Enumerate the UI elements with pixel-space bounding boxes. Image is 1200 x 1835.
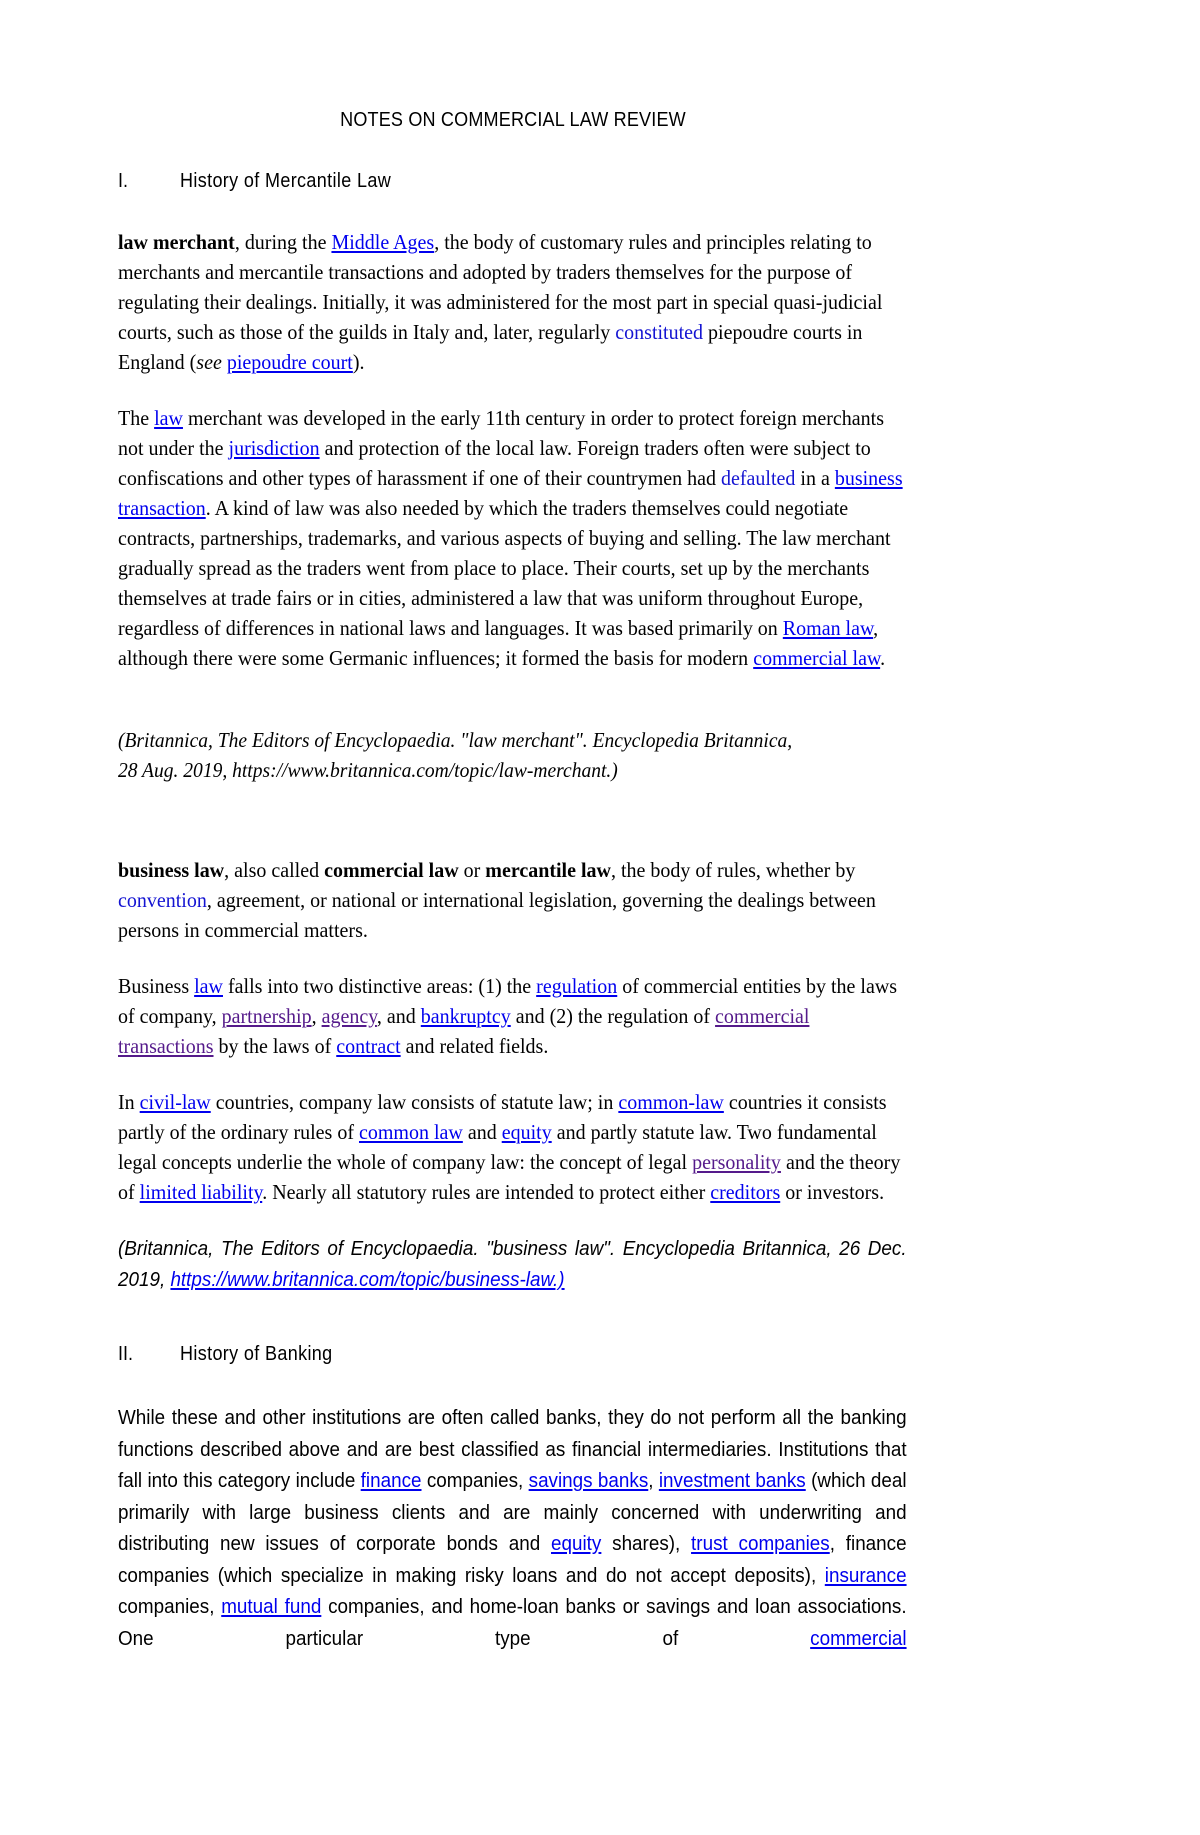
document-title: NOTES ON COMMERCIAL LAW REVIEW xyxy=(340,108,686,131)
link-investment-banks[interactable]: investment banks xyxy=(658,1469,806,1492)
text-run: and related fields. xyxy=(400,1034,549,1058)
text-run: in a xyxy=(795,466,835,490)
section-title-2: History of Banking xyxy=(180,1343,333,1365)
paragraph-banking xyxy=(118,1402,907,1654)
link-roman-law[interactable]: Roman law xyxy=(782,616,874,640)
document-body xyxy=(118,108,908,1654)
link-finance[interactable]: finance xyxy=(360,1469,422,1492)
link-regulation[interactable]: regulation xyxy=(536,974,618,998)
link-convention[interactable]: convention xyxy=(118,888,207,912)
term-business-law: business law xyxy=(118,858,225,882)
text-run: , also called xyxy=(224,858,325,882)
text-run: shares), xyxy=(601,1532,692,1555)
text-run: merchant was developed in the early 11th century in order to protect foreign merchants not under the xyxy=(118,406,885,460)
text-run: falls into two distinctive areas: (1) the xyxy=(222,974,537,998)
text-run: by the laws of xyxy=(213,1034,337,1058)
link-trust-companies[interactable]: trust companies xyxy=(691,1532,830,1555)
text-run: , xyxy=(311,1004,322,1028)
text-run: of commercial entities by the laws of company, xyxy=(118,974,898,1028)
text-run: piepoudre courts in England ( xyxy=(118,320,863,374)
citation-line-1: (Britannica, The Editors of Encyclopaedia. "law merchant". Encyclopedia Britannica, xyxy=(118,728,793,752)
text-run: or xyxy=(458,858,486,882)
link-common-law-hyphen[interactable]: common-law xyxy=(618,1090,724,1114)
text-run: companies, xyxy=(118,1595,222,1618)
link-equity[interactable]: equity xyxy=(501,1120,552,1144)
link-civil-law[interactable]: civil-law xyxy=(139,1090,211,1114)
paragraph-business-areas xyxy=(118,971,904,1061)
link-defaulted[interactable]: defaulted xyxy=(721,466,796,490)
text-run: (Britannica, The Editors of Encyclopaedia. "business law". Encyclopedia Britannica, 26 Dec. 2019, xyxy=(118,1237,907,1291)
text-run: . Nearly all statutory rules are intended to protect either xyxy=(262,1180,711,1204)
link-savings-banks[interactable]: savings banks xyxy=(528,1469,649,1492)
citation-business-law xyxy=(118,1233,907,1295)
section-heading-1 xyxy=(118,170,908,193)
text-run: and partly statute law. Two fundamental legal concepts underlie the whole of company law: the concept of legal xyxy=(118,1120,877,1174)
citation-law-merchant xyxy=(118,725,904,785)
link-limited-liability[interactable]: limited liability xyxy=(139,1180,263,1204)
section-numeral-1: I. xyxy=(118,170,129,192)
link-bankruptcy[interactable]: bankruptcy xyxy=(420,1004,511,1028)
text-run: countries, company law consists of statute law; in xyxy=(210,1090,619,1114)
link-law[interactable]: law xyxy=(194,974,223,998)
term-law-merchant: law merchant xyxy=(118,230,235,254)
text-run: ). xyxy=(352,350,365,374)
text-run: companies, and home-loan banks or savings and loan associations. One particular type of xyxy=(118,1595,907,1650)
link-commercial-transactions[interactable]: commercial transactions xyxy=(118,1004,810,1058)
section-title-1: History of Mercantile Law xyxy=(180,170,392,192)
text-run: . A kind of law was also needed by which the traders themselves could negotiate contracts, partnerships, trademarks, and various aspects of buying and selling. The law merchant gradually spread as the traders went from place to place. Their courts, set up by the merchants themselves at trade fairs or in cities, administered a law that was uniform throughout Europe, regardless of differences in national laws and languages. It was based primarily on xyxy=(118,496,891,640)
text-run: The xyxy=(118,406,155,430)
link-equity[interactable]: equity xyxy=(551,1532,602,1555)
link-insurance[interactable]: insurance xyxy=(824,1563,907,1587)
link-mutual-fund[interactable]: mutual fund xyxy=(221,1595,322,1618)
link-creditors[interactable]: creditors xyxy=(710,1180,781,1204)
link-law[interactable]: law xyxy=(154,406,183,430)
text-run: In xyxy=(118,1090,140,1114)
text-run: , the body of rules, whether by xyxy=(610,858,856,882)
text-run: Business xyxy=(118,974,195,998)
link-partnership[interactable]: partnership xyxy=(221,1004,312,1028)
link-commercial-law[interactable]: commercial law xyxy=(753,646,881,670)
link-jurisdiction[interactable]: jurisdiction xyxy=(228,436,320,460)
text-see: see xyxy=(196,350,222,374)
paragraph-business-law xyxy=(118,855,904,945)
section-numeral-2: II. xyxy=(118,1343,134,1365)
text-run: companies, xyxy=(421,1469,529,1492)
text-run: , finance companies (which specialize in making risky loans and do not accept deposits), xyxy=(118,1532,907,1587)
text-run: and (2) the regulation of xyxy=(510,1004,716,1028)
link-piepoudre-court[interactable]: piepoudre court xyxy=(226,350,353,374)
text-run: countries it consists partly of the ordinary rules of xyxy=(118,1090,887,1144)
text-run: and protection of the local law. Foreign traders often were subject to confiscations and other types of harassment if one of their countrymen had xyxy=(118,436,871,490)
link-middle-ages[interactable]: Middle Ages xyxy=(331,230,435,254)
text-run: , xyxy=(648,1469,659,1492)
text-run: . xyxy=(880,646,886,670)
paragraph-law-developed xyxy=(118,403,904,673)
text-run: , and xyxy=(376,1004,421,1028)
link-common-law[interactable]: common law xyxy=(358,1120,463,1144)
text-run: While these and other institutions are often called banks, they do not perform all the banking functions described above and are best classified as financial intermediaries. Institutions that fall into this category include xyxy=(118,1406,907,1492)
link-commercial[interactable]: commercial xyxy=(810,1626,907,1650)
text-run: (which deal primarily with large business clients and are mainly concerned with underwriting and distributing new issues of corporate bonds and xyxy=(118,1469,907,1555)
link-business-transaction[interactable]: business transaction xyxy=(118,466,903,520)
text-run: and xyxy=(462,1120,502,1144)
link-constituted[interactable]: constituted xyxy=(615,320,704,344)
text-run: or investors. xyxy=(780,1180,885,1204)
link-contract[interactable]: contract xyxy=(336,1034,401,1058)
paragraph-law-merchant xyxy=(118,227,904,377)
link-britannica-url[interactable]: https://www.britannica.com/topic/business-law.) xyxy=(170,1268,565,1291)
text-run: , agreement, or national or international legislation, governing the dealings between persons in commercial matters. xyxy=(118,888,876,942)
link-personality[interactable]: personality xyxy=(692,1150,781,1174)
text-run: , the body of customary rules and principles relating to merchants and mercantile transactions and adopted by traders themselves for the purpose of regulating their dealings. Initially, it was administered for the most part in special quasi-judicial courts, such as those of the guilds in Italy and, later, regularly xyxy=(118,230,883,344)
term-mercantile-law: mercantile law xyxy=(485,858,611,882)
text-run: , although there were some Germanic influences; it formed the basis for modern xyxy=(118,616,879,670)
link-agency[interactable]: agency xyxy=(321,1004,377,1028)
term-commercial-law: commercial law xyxy=(324,858,459,882)
citation-line-2: 28 Aug. 2019, https://www.britannica.com/topic/law-merchant.) xyxy=(118,758,618,782)
text-run: , during the xyxy=(234,230,332,254)
paragraph-civil-law xyxy=(118,1087,904,1207)
section-heading-2 xyxy=(118,1343,908,1366)
text-run: and the theory of xyxy=(118,1150,901,1204)
